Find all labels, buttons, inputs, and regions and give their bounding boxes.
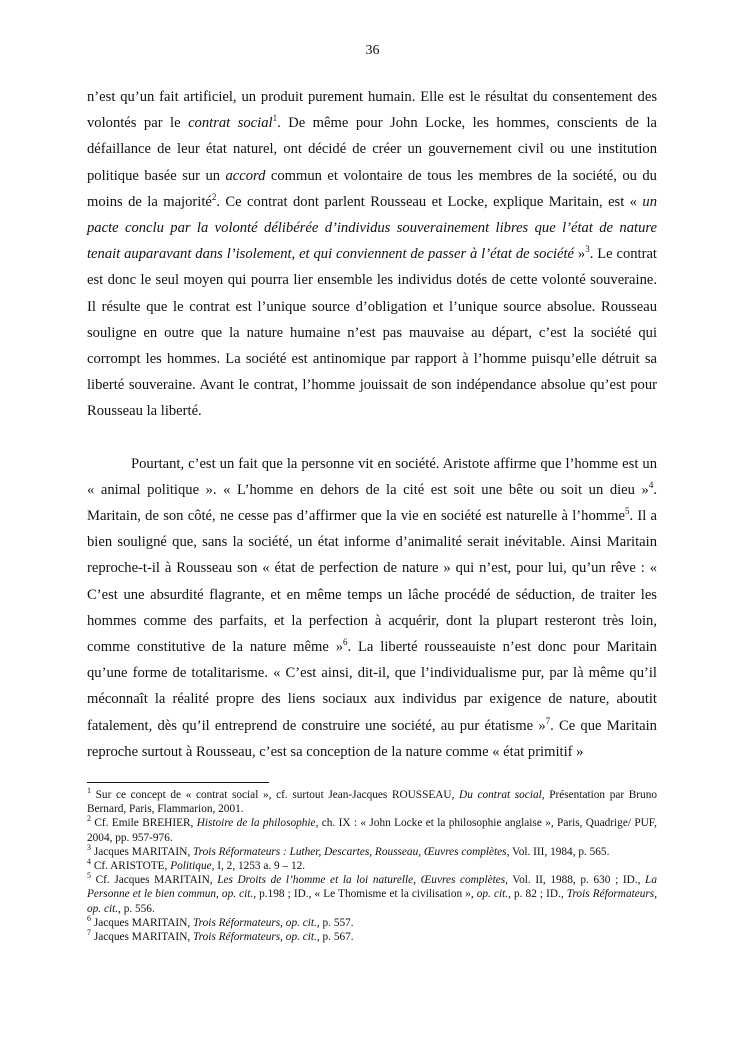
footnote-ref: 4 <box>87 857 91 867</box>
text-run: Pourtant, c’est un fait que la personne vit en société. Aristote affirme que l’homme est un « animal politique ». « L’homme en dehors de la cité est soit une bête ou soit un dieu » <box>87 455 657 498</box>
paragraph <box>87 451 657 765</box>
text-run: Cf. ARISTOTE, <box>91 860 171 873</box>
footnote-separator <box>87 782 269 783</box>
footnote-ref: 7 <box>545 715 551 726</box>
footnote <box>87 930 657 944</box>
paragraph <box>87 84 657 425</box>
text-run: Jacques MARITAIN, <box>91 931 194 944</box>
footnote-ref: 1 <box>272 113 278 124</box>
text-run: p. 567. <box>319 931 354 944</box>
footnote <box>87 845 657 859</box>
footnotes <box>87 788 657 944</box>
text-run: p. 82 ; ID., <box>510 888 567 901</box>
body-text <box>87 84 657 765</box>
italic-text: Trois Réformateurs : Luther, Descartes, Rousseau, Œuvres complètes, <box>193 845 510 858</box>
footnote-ref: 7 <box>87 928 91 938</box>
italic-text: op. cit., <box>476 888 511 901</box>
text-run: . Il a bien souligné que, sans la société, un état informe d’animalité serait inévitable. Ainsi Maritain reproche-t-il à Rousseau son « état de perfection de nature » qui n’est, pour lui, qu’un rêve : « C’est une absurdité flagrante, et en même temps un lâche procédé de séduction, de traiter les hommes comme des parfaits, et la perfection à acquérir, dont la plupart resteront très loin, comme constitutive de la nature même » <box>87 508 657 656</box>
footnote <box>87 873 657 916</box>
text-run: Présentation par Bruno Bernard, Paris, Flammarion, 2001. <box>87 789 658 816</box>
text-run: . Maritain, de son côté, ne cesse pas d’affirmer que la vie en société est naturelle à l’homme <box>87 481 657 525</box>
footnote-ref: 4 <box>648 479 654 490</box>
italic-text: Histoire de la philosophie, <box>196 817 319 830</box>
text-run: p. 556. <box>120 902 155 915</box>
italic-text: contrat social <box>188 115 273 132</box>
footnote <box>87 859 657 873</box>
italic-text: Trois Réformateurs, op. cit., <box>193 916 320 929</box>
italic-text: Trois Réformateurs, op. cit., <box>193 931 320 944</box>
italic-text: un pacte conclu par la volonté délibérée d’individus souverainement libres que l’état de nature tenait auparavant dans l’isolement, et qui conviennent de passer à l’état de société <box>87 193 657 263</box>
text-run: Jacques MARITAIN, <box>91 845 194 858</box>
text-run: Cf. Jacques MARITAIN, <box>91 874 218 887</box>
footnote-ref: 2 <box>87 814 91 824</box>
text-run: ch. IX : « John Locke et la philosophie anglaise », Paris, Quadrige/ PUF, 2004, pp. 957-976. <box>87 817 657 844</box>
italic-text: Trois Réformateurs, op. cit., <box>87 888 658 915</box>
italic-text: Politique <box>170 860 212 873</box>
footnote <box>87 816 657 844</box>
page-number: 36 <box>365 43 380 58</box>
text-run: , I, 2, 1253 a. 9 – 12. <box>211 860 306 873</box>
text-run: Sur ce concept de « contrat social », cf. surtout Jean-Jacques ROUSSEAU, <box>91 789 460 801</box>
text-run: . Ce contrat dont parlent Rousseau et Locke, explique Maritain, est « <box>216 193 643 210</box>
footnote-ref: 6 <box>343 637 348 648</box>
text-run: . La liberté rousseauiste n’est donc pour Maritain qu’une forme de totalitarisme. « C’est ainsi, dit-il, que l’individualisme pur, par là même qu’il méconnaît la réalité propre des liens sociaux aux individus par exigence de nature, aboutit fatalement, dès qu’il entreprend de construire une société, au pur étatisme » <box>87 639 657 734</box>
text-run: Jacques MARITAIN, <box>91 916 194 929</box>
text-run: Cf. Emile BREHIER, <box>91 817 197 830</box>
text-run: Vol. III, 1984, p. 565. <box>509 845 610 858</box>
text-run: p. 557. <box>319 916 354 929</box>
text-run: . Le contrat est donc le seul moyen qui pourra lier ensemble les individus dotés de cette volonté souveraine. Il résulte que le contrat est l’unique source d’obligation et l’unique source absolue. Rousseau souligne en outre que la nature humaine n’est pas mauvaise au départ, c’est la société qui corrompt les hommes. La société est antinomique par rapport à l’homme puisqu’elle détruit sa liberté souveraine. Avant le contrat, l’homme jouissait de son indépendance absolue qu’est pour Rousseau la liberté. <box>87 246 657 420</box>
text-run: commun et volontaire de tous les membres de la société, ou du moins de la majorité <box>87 167 657 210</box>
text-run: Vol. II, 1988, p. 630 ; ID., <box>507 874 646 887</box>
text-run: p.198 ; ID., « Le Thomisme et la civilisation », <box>256 888 477 901</box>
footnote-ref: 3 <box>87 843 91 853</box>
text-run: » <box>574 246 586 263</box>
footnote <box>87 788 657 816</box>
italic-text: La Personne et le bien commun, op. cit., <box>87 874 657 901</box>
italic-text: Du contrat social, <box>459 789 545 801</box>
italic-text: Les Droits de l’homme et la loi naturelle, Œuvres complètes, <box>217 874 508 887</box>
footnote-ref: 3 <box>585 244 590 255</box>
italic-text: accord <box>225 167 266 184</box>
text-run: . De même pour John Locke, les hommes, conscients de la défaillance de leur état naturel, ont décidé de créer un gouvernement civil ou une institution politique basée sur un <box>87 115 657 184</box>
footnote-ref: 2 <box>211 191 217 202</box>
text-run: . Ce que Maritain reproche surtout à Rousseau, c’est sa conception de la nature comme « état primitif » <box>87 717 657 760</box>
footnote-ref: 6 <box>87 914 91 924</box>
footnote-ref: 1 <box>87 786 91 796</box>
text-run: n’est qu’un fait artificiel, un produit purement humain. Elle est le résultat du consentement des volontés par le <box>87 89 657 132</box>
footnote <box>87 916 657 930</box>
footnote-ref: 5 <box>624 506 630 517</box>
footnote-ref: 5 <box>87 871 91 881</box>
